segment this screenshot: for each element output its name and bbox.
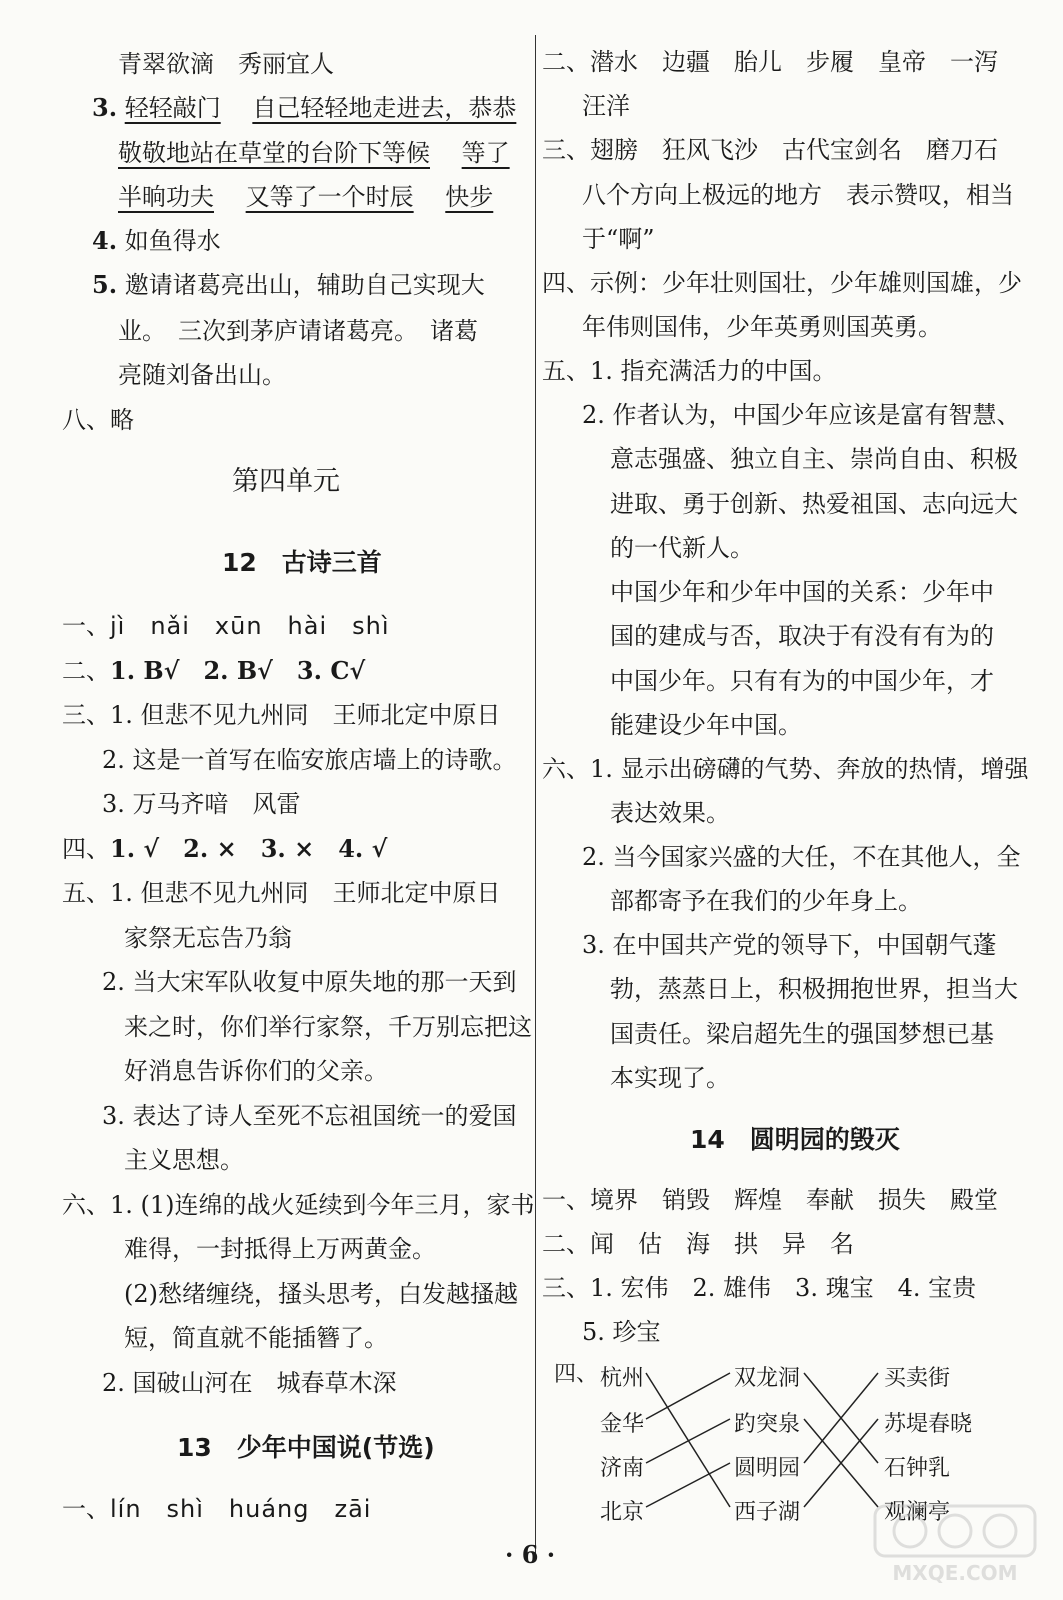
answer-line: 2. 作者认为，中国少年应该是富有智慧、 — [582, 401, 1021, 429]
answer-line: 一、lín shì huáng zāi — [62, 1495, 372, 1523]
answer-line: 业。 三次到茅庐请诸葛亮。 诸葛 — [118, 317, 478, 345]
answer-line: 二、1. B√ 2. B√ 3. C√ — [62, 656, 366, 685]
answer-line: 国的建成与否，取决于有没有有为的 — [610, 622, 994, 650]
answer-line: 好消息告诉你们的父亲。 — [124, 1057, 388, 1085]
answer-line: 三、1. 宏伟 2. 雄伟 3. 瑰宝 4. 宝贵 — [542, 1274, 977, 1302]
answer-line: 六、1. 显示出磅礴的气势、奔放的热情，增强 — [542, 755, 1029, 783]
answer-line: 3. 轻轻敲门 自己轻轻地走进去，恭恭 — [92, 93, 517, 122]
answer-line: 主义思想。 — [124, 1146, 244, 1174]
match-item-middle: 趵突泉 — [734, 1412, 801, 1437]
answer-line: 八、略 — [62, 406, 134, 434]
unit-title: 第四单元 — [232, 466, 340, 497]
answer-line: 勃，蒸蒸日上，积极拥抱世界，担当大 — [610, 975, 1018, 1003]
match-line — [646, 1373, 730, 1419]
answer-line: 八个方向上极远的地方 表示赞叹，相当 — [582, 181, 1014, 209]
match-line — [646, 1463, 730, 1507]
answer-line: 家祭无忘告乃翁 — [124, 924, 292, 952]
answer-line: 四、1. √ 2. × 3. × 4. √ — [62, 834, 388, 863]
match-item-left: 北京 — [600, 1500, 645, 1525]
answer-line: 能建设少年中国。 — [610, 711, 802, 739]
match-item-left: 杭州 — [600, 1366, 645, 1391]
answer-line: 本实现了。 — [610, 1064, 730, 1092]
answer-line: 4. 如鱼得水 — [92, 226, 221, 255]
match-item-right: 买卖街 — [884, 1366, 951, 1391]
match-item-right: 观澜亭 — [884, 1500, 951, 1525]
answer-line: 的一代新人。 — [610, 534, 754, 562]
match-item-left: 金华 — [600, 1412, 645, 1437]
answer-line: 二、闻 估 海 拱 异 名 — [542, 1230, 854, 1258]
answer-line: 三、1. 但悲不见九州同 王师北定中原日 — [62, 701, 501, 729]
answer-line: 2. 当大宋军队收复中原失地的那一天到 — [102, 968, 517, 996]
match-item-left: 济南 — [600, 1456, 645, 1481]
answer-line: 五、1. 但悲不见九州同 王师北定中原日 — [62, 879, 501, 907]
lesson-title: 14 圆明园的毁灭 — [690, 1125, 900, 1154]
match-line — [646, 1419, 730, 1463]
answer-line: 5. 邀请诸葛亮出山，辅助自己实现大 — [92, 270, 485, 299]
match-item-middle: 双龙洞 — [734, 1366, 801, 1391]
watermark-text: MXQE.COM — [892, 1561, 1018, 1585]
answer-line: 国责任。梁启超先生的强国梦想已基 — [610, 1020, 994, 1048]
answer-line: 进取、勇于创新、热爱祖国、志向远大 — [610, 490, 1018, 518]
lesson-title: 12 古诗三首 — [222, 548, 382, 577]
page-number: · 6 · — [505, 1540, 556, 1569]
column-divider — [535, 35, 536, 1555]
match-item-middle: 西子湖 — [734, 1500, 801, 1525]
answer-line: 短，简直就不能插簪了。 — [124, 1324, 388, 1352]
match-item-middle: 圆明园 — [734, 1456, 801, 1481]
answer-line: 青翠欲滴 秀丽宜人 — [118, 50, 334, 78]
answer-line: 意志强盛、独立自主、崇尚自由、积极 — [610, 445, 1018, 473]
match-line — [646, 1373, 730, 1507]
answer-line: 3. 表达了诗人至死不忘祖国统一的爱国 — [102, 1102, 517, 1130]
answer-line: 半晌功夫 又等了一个时辰 快步 — [118, 183, 494, 211]
answer-line: 中国少年和少年中国的关系：少年中 — [610, 578, 994, 606]
answer-line: 5. 珍宝 — [582, 1318, 661, 1346]
answer-line: 亮随刘备出山。 — [118, 361, 286, 389]
answer-line: 于“啊” — [582, 225, 655, 253]
answer-line: 一、jì nǎi xūn hài shì — [62, 612, 390, 640]
answer-line: 四、示例：少年壮则国壮，少年雄则国雄，少 — [542, 269, 1022, 297]
answer-line: 3. 万马齐喑 风雷 — [102, 790, 301, 818]
answer-line: 六、1. (1)连绵的战火延续到今年三月，家书 — [62, 1191, 535, 1219]
answer-line: 敬敬地站在草堂的台阶下等候 等了 — [118, 139, 510, 167]
answer-line: 部都寄予在我们的少年身上。 — [610, 887, 922, 915]
lesson-title: 13 少年中国说(节选) — [177, 1433, 435, 1462]
answer-line: 一、境界 销毁 辉煌 奉献 损失 殿堂 — [542, 1186, 998, 1214]
answer-line: 表达效果。 — [610, 799, 730, 827]
answer-line: 中国少年。只有有为的中国少年，才 — [610, 667, 994, 695]
answer-line: 2. 这是一首写在临安旅店墙上的诗歌。 — [102, 746, 517, 774]
answer-line: 五、1. 指充满活力的中国。 — [542, 357, 837, 385]
answer-line: 二、潜水 边疆 胎儿 步履 皇帝 一泻 — [542, 48, 998, 76]
watermark-logo — [865, 1498, 1045, 1588]
match-item-right: 石钟乳 — [884, 1456, 951, 1481]
answer-line: (2)愁绪缠绕，搔头思考，白发越搔越 — [124, 1280, 518, 1308]
answer-line: 汪洋 — [582, 92, 630, 120]
answer-line: 三、翅膀 狂风飞沙 古代宝剑名 磨刀石 — [542, 136, 998, 164]
answer-line: 来之时，你们举行家祭，千万别忘把这 — [124, 1013, 532, 1041]
answer-line: 年伟则国伟，少年英勇则国英勇。 — [582, 313, 942, 341]
answer-line: 2. 国破山河在 城春草木深 — [102, 1369, 397, 1397]
match-item-right: 苏堤春晓 — [884, 1412, 973, 1437]
answer-line: 难得，一封抵得上万两黄金。 — [124, 1235, 436, 1263]
match-question-label: 四、 — [554, 1362, 599, 1387]
answer-line: 3. 在中国共产党的领导下，中国朝气蓬 — [582, 931, 997, 959]
answer-line: 2. 当今国家兴盛的大任，不在其他人，全 — [582, 843, 1021, 871]
